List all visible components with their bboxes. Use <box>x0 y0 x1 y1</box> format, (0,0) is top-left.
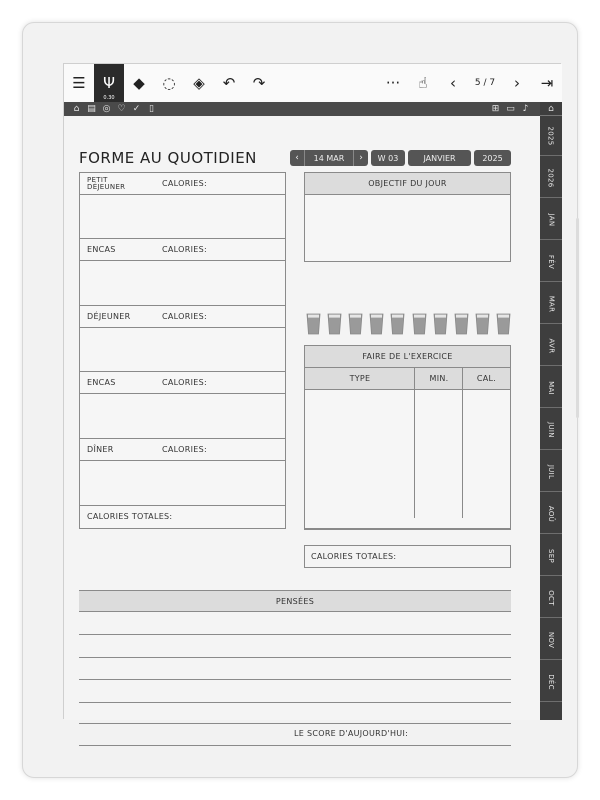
thoughts-line[interactable] <box>79 679 511 680</box>
pen-icon[interactable]: Ψ 0.30 <box>94 64 124 102</box>
thoughts-line[interactable] <box>79 634 511 635</box>
touch-icon[interactable]: ☝ <box>418 74 428 92</box>
meal-label-dinner: DÎNER <box>87 445 114 454</box>
score-label: LE SCORE D'AUJOURD'HUI: <box>294 729 409 738</box>
layers-icon[interactable]: ◈ <box>193 74 205 92</box>
date-label: 14 MAR <box>313 153 345 163</box>
checklist-icon[interactable]: ✓ <box>132 104 141 114</box>
sidebar-home-icon[interactable]: ⌂ <box>540 102 562 116</box>
sidebar-tab-mai[interactable]: MAI <box>540 368 562 408</box>
water-glass-icon[interactable] <box>348 313 363 335</box>
calories-label-breakfast: CALORIES: <box>162 179 207 188</box>
sidebar-tab-jan[interactable]: JAN <box>540 200 562 240</box>
water-glass-icon[interactable] <box>496 313 511 335</box>
sidebar-tab-avr[interactable]: AVR <box>540 326 562 366</box>
sidebar-tab-juin[interactable]: JUIN <box>540 410 562 450</box>
column-min: MIN. <box>429 374 449 383</box>
exit-icon[interactable]: ⇥ <box>540 74 554 92</box>
thoughts-line[interactable] <box>79 723 511 724</box>
year-month-sidebar <box>540 102 562 720</box>
water-glass-icon[interactable] <box>327 313 342 335</box>
sidebar-tab-dec[interactable]: DÉC <box>540 662 562 702</box>
eraser-icon[interactable]: ◆ <box>133 74 145 92</box>
date-selector[interactable] <box>290 150 368 166</box>
screen <box>63 63 561 738</box>
page-title: FORME AU QUOTIDIEN <box>79 149 257 167</box>
target-icon[interactable]: ◎ <box>102 104 111 114</box>
sidebar-tab-aou[interactable]: AOÛ <box>540 494 562 534</box>
sidebar-tab-sep[interactable]: SEP <box>540 536 562 576</box>
next-page-icon[interactable]: › <box>514 74 520 92</box>
sidebar-tab-2026[interactable]: 2026 <box>540 158 562 198</box>
column-type: TYPE <box>349 374 371 383</box>
music-icon[interactable]: ♪ <box>522 104 529 114</box>
exercise-total-row[interactable] <box>304 545 511 568</box>
meals-panel <box>79 172 286 529</box>
tablet-frame <box>22 22 578 778</box>
side-scrollbar <box>576 218 579 418</box>
toolbar <box>64 64 562 102</box>
home-icon[interactable]: ⌂ <box>73 104 80 114</box>
redo-icon[interactable]: ↷ <box>252 74 266 92</box>
notes-icon[interactable]: ▤ <box>87 104 96 114</box>
column-cal: CAL. <box>476 374 497 383</box>
prev-day-icon[interactable]: ‹ <box>295 153 299 163</box>
calories-label-dinner: CALORIES: <box>162 445 207 454</box>
exercise-total-calories-label: CALORIES TOTALES: <box>311 552 397 561</box>
sidebar-tab-fev[interactable]: FÉV <box>540 242 562 282</box>
sidebar-tab-nov[interactable]: NOV <box>540 620 562 660</box>
prev-page-icon[interactable]: ‹ <box>450 74 456 92</box>
meal-label-lunch: DÉJEUNER <box>87 312 131 321</box>
meal-label-snack-1: ENCAS <box>87 245 116 254</box>
pen-size-label: 0.30 <box>103 95 115 101</box>
thoughts-line[interactable] <box>79 657 511 658</box>
planner-page <box>64 116 540 738</box>
meals-total-calories-label: CALORIES TOTALES: <box>87 512 173 521</box>
daily-objective-panel[interactable] <box>304 172 511 262</box>
meal-label-breakfast-line1: PETIT <box>87 176 108 184</box>
water-glass-icon[interactable] <box>475 313 490 335</box>
water-glass-icon[interactable] <box>306 313 321 335</box>
lasso-icon[interactable]: ◌ <box>162 74 176 92</box>
sidebar-tab-2025[interactable]: 2025 <box>540 116 562 156</box>
calories-label-lunch: CALORIES: <box>162 312 207 321</box>
thoughts-header: PENSÉES <box>79 590 511 612</box>
water-glass-icon[interactable] <box>390 313 405 335</box>
week-button[interactable]: W 03 <box>371 150 405 166</box>
toc-icon[interactable]: ☰ <box>72 74 86 92</box>
score-line[interactable] <box>79 745 511 746</box>
year-button[interactable]: 2025 <box>474 150 511 166</box>
template-nav-bar <box>64 102 540 116</box>
sidebar-tab-oct[interactable]: OCT <box>540 578 562 618</box>
more-icon[interactable]: ··· <box>385 74 401 92</box>
meal-label-breakfast-line2: DÉJEUNER <box>87 183 126 191</box>
water-glass-icon[interactable] <box>433 313 448 335</box>
exercise-panel <box>304 345 511 529</box>
doc-icon[interactable]: ▭ <box>506 104 515 114</box>
exercise-header: FAIRE DE L'EXERCICE <box>305 346 510 368</box>
calories-label-snack-2: CALORIES: <box>162 378 207 387</box>
water-glass-icon[interactable] <box>454 313 469 335</box>
objective-header: OBJECTIF DU JOUR <box>305 173 510 195</box>
water-glass-icon[interactable] <box>412 313 427 335</box>
meal-label-snack-2: ENCAS <box>87 378 116 387</box>
grid-icon[interactable]: ⊞ <box>491 104 500 114</box>
heart-icon[interactable]: ♡ <box>117 104 126 114</box>
undo-icon[interactable]: ↶ <box>222 74 236 92</box>
water-tracker <box>306 313 511 337</box>
exercise-columns-header <box>305 368 510 390</box>
next-day-icon[interactable]: › <box>359 153 363 163</box>
page-indicator: 5 / 7 <box>474 78 496 88</box>
thoughts-line[interactable] <box>79 702 511 703</box>
sidebar-tab-juil[interactable]: JUIL <box>540 452 562 492</box>
sidebar-tab-mar[interactable]: MAR <box>540 284 562 324</box>
water-glass-icon[interactable] <box>369 313 384 335</box>
calories-label-snack-1: CALORIES: <box>162 245 207 254</box>
page-icon[interactable]: ▯ <box>149 104 154 114</box>
month-button[interactable]: JANVIER <box>408 150 471 166</box>
